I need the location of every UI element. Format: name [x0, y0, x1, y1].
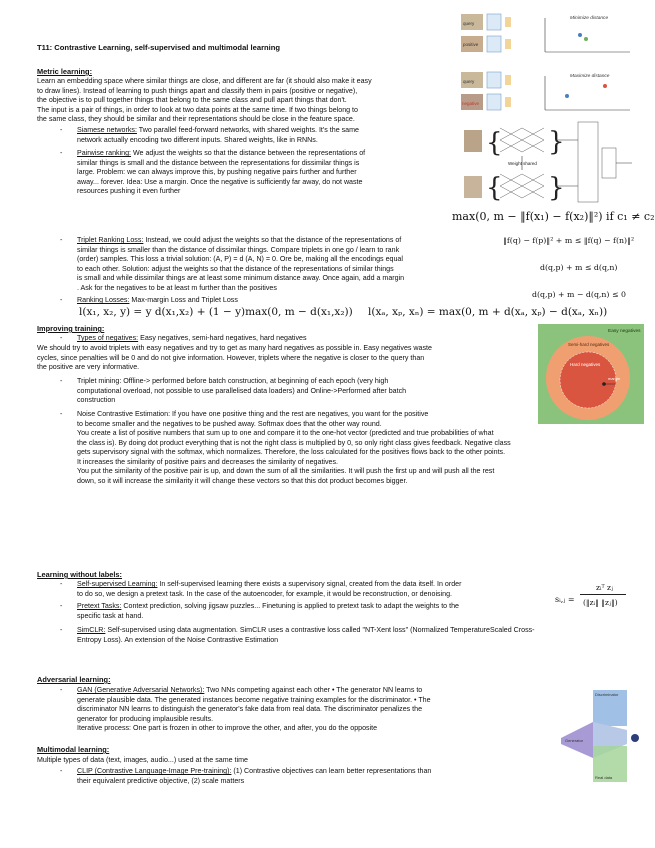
max-margin-formula: l(x₁, x₂, y) = y d(x₁,x₂) + (1 − y)max(0, m − d(x₁,x₂)): [79, 306, 353, 318]
negatives-diagram: [538, 324, 644, 424]
text-line: to draw lines). Instead of learning to push things apart and classify them in pairs (positive or negative),: [37, 86, 358, 95]
text-line: generator for producing implausible results.: [77, 714, 214, 723]
text-line: gets supervisory signal with the softmax, which normalizes. Therefore, the loss calculated for the positives flows back to the other points.: [77, 448, 506, 456]
query-label: query: [463, 79, 475, 84]
improving-para: [37, 344, 527, 373]
adversarial-learning-heading: Adversarial learning:: [37, 675, 111, 684]
simclr-item: [77, 626, 535, 645]
multimodal-learning-heading: Multimodal learning:: [37, 745, 110, 754]
bullet-dash: -: [60, 149, 63, 157]
text-line: the positive are very informative.: [37, 363, 140, 371]
text-line: away... forever. Idea: Use a margin. Once the negative is sufficiently far away, do not waste: [77, 177, 363, 186]
bullet-dash: -: [60, 236, 63, 244]
brace: }: [548, 127, 565, 157]
gan-term: GAN (Generative Adversarial Networks):: [77, 686, 205, 694]
text-line: Self-supervised using data augmentation. SimCLR uses a contrastive loss called "NT-Xent loss" (Normalized TemperatureScaled Cross-: [105, 626, 535, 634]
point: [584, 37, 588, 41]
input-image: [464, 130, 482, 152]
brace: {: [486, 128, 503, 158]
contrastive-formula: max(0, m − ‖f(x₁) − f(x₂)‖²) if c₁ ≠ c₂: [452, 210, 655, 223]
clip-term: CLIP (Contrastive Language-Image Pre-training):: [77, 767, 232, 775]
text-line: Learn an embedding space where similar things are close, and different are far (it should also make it easy: [37, 77, 372, 85]
encoder-box: [487, 36, 501, 52]
text-line: . Ask for the negatives to be at least m further than the positives: [77, 283, 277, 292]
text-line: Triplet mining: Offline-> performed before batch construction, at beginning of each epoch (very high: [77, 377, 389, 385]
distance-inequality: d(q,p) + m ≤ d(q,n): [540, 263, 618, 272]
embedding-box: [505, 17, 511, 27]
metric-learning-diagram: [455, 10, 647, 132]
triplet-mining-item: [77, 377, 406, 406]
bullet-dash: -: [60, 686, 63, 694]
text-line: You put the similarity of the positive pair is up, and down the sum of all the similarities. It will push the first up and will push all the rest: [77, 467, 495, 475]
text-line: the same class, they should be similar and their representations should be close in the feature space.: [37, 115, 355, 123]
multimodal-para: [37, 756, 527, 766]
pairwise-ranking-item: [77, 149, 365, 197]
triplet-loss-formula: l(xₐ, xₚ, xₙ) = max(0, m + d(xₐ, xₚ) − d(xₐ, xₙ)): [368, 306, 608, 318]
text-line: Multiple types of data (text, images, audio...) used at the same time: [37, 756, 248, 764]
bullet-dash: -: [60, 580, 63, 588]
text-line: (1) Contrastive objectives can learn better representations than: [231, 767, 432, 775]
point: [578, 33, 582, 37]
text-line: the class is). By doing dot product everything that is not the right class is multiplied by 0, so only right class gives feedback. Negative class: [77, 438, 511, 447]
text-line: Context prediction, solving jigsaw puzzles... Finetuning is applied to pretext task to adapt the weights to the: [121, 602, 459, 610]
text-line: We adjust the weights so that the distance between the representations of: [131, 149, 366, 157]
triplet-inequality: ‖f(q) − f(p)‖² + m ≤ ‖f(q) − f(n)‖²: [503, 236, 635, 245]
triplet-ranking-item: [77, 236, 404, 293]
text-line: (order) samples. This loss a trivial solution: (A, P) = d (A, N) = 0. Ore be, making all the encodings equal: [77, 255, 403, 263]
gan-diagram: [557, 688, 645, 786]
weight-shared-label: Weight shared: [508, 161, 537, 166]
embedding-box: [505, 39, 511, 49]
text-line: specific task at hand.: [77, 611, 144, 620]
text-line: similar things is small and the distance between the representations for dissimilar things is: [77, 158, 360, 167]
text-line: network actually encoding two different inputs. Shared weights, like in RNNs.: [77, 135, 318, 144]
text-line: Two NNs competing against each other • The generator NN learns to: [204, 686, 423, 694]
metric-learning-heading: Metric learning:: [37, 67, 93, 76]
text-line: computational overload, not possible to use parallelised data loaders) and Online->Performed after batch: [77, 386, 407, 395]
text-line: Noise Contrastive Estimation: If you have one positive thing and the rest are negatives, you want for the positive: [77, 410, 429, 418]
ranking-losses-item: [77, 296, 238, 306]
semi-hard-label: Semi-hard negatives: [568, 342, 610, 347]
text-line: is small and while dissimilar things are at least some minimum distance away. Once again, add a margin: [77, 274, 405, 282]
output-node: [631, 734, 639, 742]
noise-contrastive-item: [77, 410, 511, 486]
loss-inequality: d(q,p) + m − d(q,n) ≤ 0: [532, 290, 626, 299]
text-line: Max-margin Loss and Triplet Loss: [129, 296, 238, 304]
minimize-distance-label: Minimize distance: [570, 16, 609, 21]
loss-block: [602, 148, 616, 178]
bullet-dash: -: [60, 296, 63, 304]
text-line: the objective is to pull together things that belong to the same class and pull apart things that don't.: [37, 96, 347, 104]
text-line: In self-supervised learning there exists a supervisory signal, created from the data itself. In order: [157, 580, 462, 588]
text-line: Iterative process: One part is frozen in other to improve the other, and after, you do the opposite: [77, 724, 378, 732]
clip-item: [77, 767, 431, 786]
hard-negatives-label: Hard negatives: [570, 362, 601, 367]
metric-intro: [37, 77, 527, 125]
brace: }: [548, 173, 565, 203]
distance-block: [578, 122, 598, 202]
input-image: [464, 176, 482, 198]
ssl-term: Self-supervised Learning:: [77, 580, 158, 588]
bullet-dash: -: [60, 767, 63, 775]
text-line: large. Problem: we can always improve this, by pushing negative pairs further and further: [77, 168, 357, 176]
simclr-denominator: (‖zᵢ‖ ‖zⱼ‖): [583, 598, 618, 607]
simclr-numerator: zᵢᵀ zⱼ: [596, 583, 613, 592]
encoder-box: [487, 94, 501, 110]
bullet-dash: -: [60, 626, 63, 634]
siamese-network-diagram: [462, 118, 652, 208]
simclr-similarity-lhs: sᵢ,ⱼ =: [555, 595, 575, 604]
pretext-tasks-item: [77, 602, 459, 621]
real-data-label: Real data: [595, 775, 613, 780]
improving-training-heading: Improving training:: [37, 324, 105, 333]
ranking-losses-term: Ranking Losses:: [77, 296, 130, 304]
point: [565, 94, 569, 98]
pairwise-term: Pairwise ranking:: [77, 149, 132, 157]
text-line: You create a list of positive numbers that sum up to one and compare it to the one-hot vector (predicted and true probabilities of what: [77, 429, 494, 437]
generator-label: Generator: [565, 738, 584, 743]
text-line: similar things is smaller than the distance of dissimilar things. Compare triplets in one go / learn to rank: [77, 245, 400, 254]
simclr-term: SimCLR:: [77, 626, 106, 634]
types-of-negatives-item: [77, 334, 307, 344]
bullet-dash: -: [60, 126, 63, 134]
bullet-dash: -: [60, 334, 63, 342]
text-line: discriminator NN learns to distinguish the generator's fake data from real data. The discriminator penalizes the: [77, 705, 423, 713]
text-line: Instead, we could adjust the weights so that the distance of the representations of: [143, 236, 402, 244]
margin-label: margin: [608, 376, 621, 381]
bullet-dash: -: [60, 377, 63, 385]
easy-negatives-label: Easy negatives: [608, 329, 641, 334]
text-line: resources pushing it even further: [77, 187, 181, 195]
maximize-distance-label: Maximize distance: [570, 74, 610, 79]
siamese-networks-item: [77, 126, 359, 145]
pretext-term: Pretext Tasks:: [77, 602, 122, 610]
text-line: cycles, since penalties will be 0 and do not give information. However, triplets where the negative is closer to the query than: [37, 353, 425, 362]
self-supervised-item: [77, 580, 461, 599]
gan-item: [77, 686, 431, 734]
text-line: The input is a pair of things, in order to look at two data points at the same time. If two things belong to: [37, 105, 358, 114]
triplet-term: Triplet Ranking Loss:: [77, 236, 144, 244]
text-line: It increases the similarity of positive pairs and decreases the similarity of negatives.: [77, 457, 339, 466]
text-line: Two parallel feed-forward networks, with shared weights. It's the same: [136, 126, 359, 134]
text-line: to do so, we design a pretext task. In the case of the autoencoder, for example, it would be reconstruction, or denoising.: [77, 589, 453, 598]
embedding-box: [505, 97, 511, 107]
text-line: We should try to avoid triplets with easy negatives and try to get as many hard negatives as possible in. Easy negatives waste: [37, 344, 432, 352]
text-line: down, so it will increase the similarity it will change these vectors so that this dot product becomes bigger.: [77, 476, 408, 485]
brace: {: [486, 173, 503, 203]
point: [603, 84, 607, 88]
text-line: Entropy Loss). An extension of the Noise Contrastive Estimation: [77, 635, 279, 644]
query-label: query: [463, 21, 475, 26]
text-line: their equivalent predictive objective, (2) scale matters: [77, 776, 245, 785]
text-line: Easy negatives, semi-hard negatives, hard negatives: [138, 334, 307, 342]
text-line: to each other. Solution: adjust the weights so that the distance of the representations of similar things: [77, 264, 394, 273]
learning-without-labels-heading: Learning without labels:: [37, 570, 122, 579]
positive-label: positive: [463, 42, 479, 47]
bullet-dash: -: [60, 602, 63, 610]
fraction-bar: [580, 594, 626, 595]
page-title: T11: Contrastive Learning, self-supervised and multimodal learning: [37, 43, 281, 52]
negative-label: negative: [462, 101, 480, 106]
bullet-dash: -: [60, 410, 63, 418]
encoder-box: [487, 72, 501, 88]
text-line: construction: [77, 396, 116, 404]
embedding-box: [505, 75, 511, 85]
types-term: Types of negatives:: [77, 334, 139, 342]
text-line: generate plausible data. The generated instances become negative training examples for the discriminator. • The: [77, 695, 431, 704]
siamese-term: Siamese networks:: [77, 126, 137, 134]
text-line: to become smaller and the negatives to be pushed away. Softmax does that the other way round.: [77, 419, 382, 428]
encoder-box: [487, 14, 501, 30]
discriminator-label: Discriminator: [595, 692, 619, 697]
